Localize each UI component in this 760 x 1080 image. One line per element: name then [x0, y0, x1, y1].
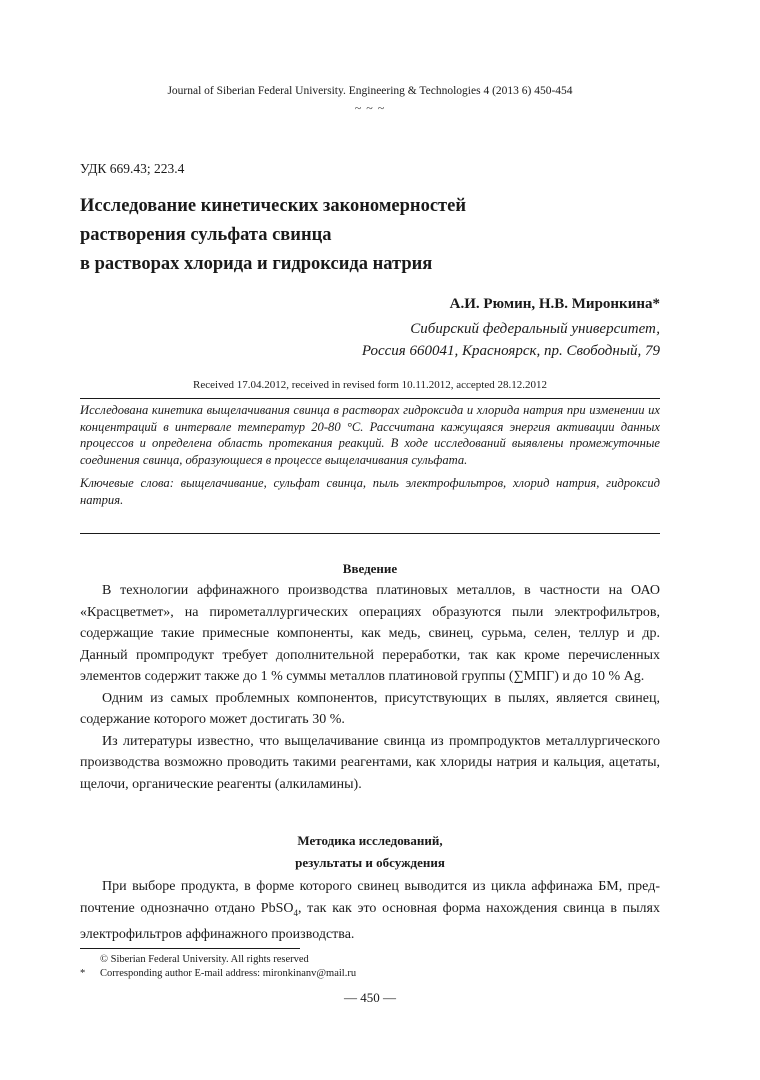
abstract-bottom-rule [80, 533, 660, 534]
abstract-top-rule [80, 398, 660, 399]
footnotes [80, 953, 356, 981]
paper-page [80, 0, 660, 1080]
paragraph-text: , так как это основная форма нахождения свинца в пылях электрофильтров аффинажного производства. [80, 900, 660, 942]
abstract-block [80, 402, 660, 515]
footnote [80, 967, 356, 981]
heading-line: Методика исследований, [297, 833, 443, 848]
affiliation-line: Россия 660041, Красноярск, пр. Свободный, 79 [361, 343, 660, 359]
authors: А.И. Рюмин, Н.В. Миронкина* [449, 296, 660, 312]
subscript: 4 [293, 907, 298, 918]
affiliation-line: Сибирский федеральный университет, [410, 321, 660, 337]
title-line: Исследование кинетических закономерностей [80, 196, 466, 216]
paragraph: В технологии аффинажного производства платиновых металлов, в частности на ОАО «Красцветмет», на пирометаллургических операциях образуются пыли электрофильтров, содержащие такие примесные компоненты, как медь, свинец, сурьма, селен, теллур и др. Данный промпродукт требует дополнительной переработки, так как кроме перечисленных элементов содержит также до 1 % суммы металлов платиновой группы (∑МПГ) и до 10 % Ag. [80, 583, 660, 684]
journal-header: Journal of Siberian Federal University. Engineering & Technologies 4 (2013 6) 450-454 [167, 85, 573, 97]
paragraph-text: При выборе продукта, в форме которого свинец выводится из цикла аффинажа БМ, предпочтение однозначно отдано PbSO [80, 879, 660, 916]
heading-line: результаты и обсуждения [295, 855, 445, 870]
affiliation [362, 318, 660, 362]
abstract-text: Исследована кинетика выщелачивания свинца в растворах гидроксида и хлорида натрия при изменении их концентраций в интервале температур 20-80 °С. Рассчитана кажущаяся энергия активации данных процессов и определена область протекания реакций. В ходе исследований выявлены промежуточные соединения свинца, образующиеся в процессе выщелачивания сульфата. [80, 403, 660, 467]
footnote-text: Corresponding author E-mail address: mironkinanv@mail.ru [100, 968, 357, 979]
section-heading-methods [80, 830, 660, 874]
title-line: в растворах хлорида и гидроксида натрия [80, 254, 433, 274]
footnote [80, 953, 356, 967]
paragraph [80, 876, 660, 945]
header-ornament: ~ ~ ~ [354, 101, 386, 115]
paragraph: Из литературы известно, что выщелачивание свинца из промпродуктов металлургического производства возможно проводить такими реагентами, как хлориды натрия и кальция, ацетаты, щелочи, органические реагенты (алкиламины). [80, 733, 660, 792]
keywords: Ключевые слова: выщелачивание, сульфат свинца, пыль электрофильтров, хлорид натрия, гидроксид натрия. [80, 476, 660, 507]
udk-code: УДК 669.43; 223.4 [80, 161, 185, 176]
footnote-text: © Siberian Federal University. All rights reserved [100, 954, 309, 965]
footnote-mark: * [80, 968, 86, 979]
footnote-rule [80, 948, 300, 949]
title-line: растворения сульфата свинца [80, 225, 332, 245]
article-title [80, 192, 660, 279]
section-heading-intro: Введение [342, 561, 398, 576]
methods-body [80, 876, 660, 945]
received-dates: Received 17.04.2012, received in revised form 10.11.2012, accepted 28.12.2012 [193, 379, 547, 391]
footnote-mark [80, 953, 100, 967]
intro-body [80, 580, 660, 795]
page-number: — 450 — [344, 990, 396, 1005]
paragraph: Одним из самых проблемных компонентов, присутствующих в пылях, является свинец, содержание которого может достигать 30 %. [80, 690, 660, 727]
